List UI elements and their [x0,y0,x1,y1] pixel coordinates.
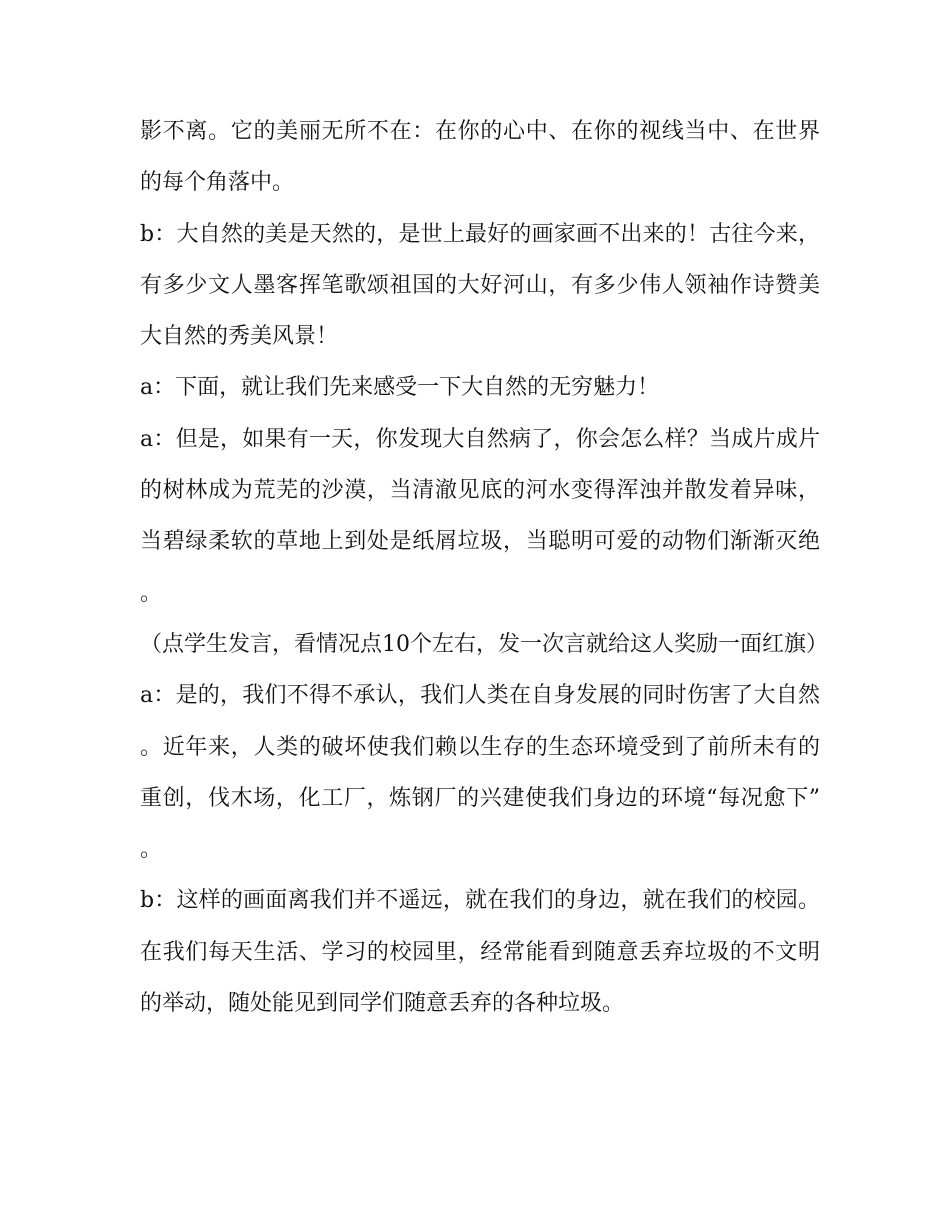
document-body [140,106,828,1029]
paragraph: （点学生发言，看情况点10个左右，发一次言就给这人奖励一面红旗） [140,631,828,657]
paragraph: b：大自然的美是天然的，是世上最好的画家画不出来的！古往今来，有多少文人墨客挥笔歌颂祖国的大好河山，有多少伟人领袖作诗赞美大自然的秀美风景！ [140,221,820,350]
paragraph: a：是的，我们不得不承认，我们人类在自身发展的同时伤害了大自然。近年来，人类的破坏使我们赖以生存的生态环境受到了前所未有的重创，伐木场，化工厂，炼钢厂的兴建使我们身边的环境“每况愈下”。 [140,683,820,863]
paragraph: 影不离。它的美丽无所不在：在你的心中、在你的视线当中、在世界的每个角落中。 [140,119,820,196]
paragraph: a：下面，就让我们先来感受一下大自然的无穷魅力！ [140,375,660,401]
paragraph: a：但是，如果有一天，你发现大自然病了，你会怎么样？当成片成片的树林成为荒芜的沙漠，当清澈见底的河水变得浑浊并散发着异味，当碧绿柔软的草地上到处是纸屑垃圾，当聪明可爱的动物们渐渐灭绝。 [140,426,820,606]
paragraph: b：这样的画面离我们并不遥远，就在我们的身边，就在我们的校园。在我们每天生活、学习的校园里，经常能看到随意丢弃垃圾的不文明的举动，随处能见到同学们随意丢弃的各种垃圾。 [140,888,820,1017]
